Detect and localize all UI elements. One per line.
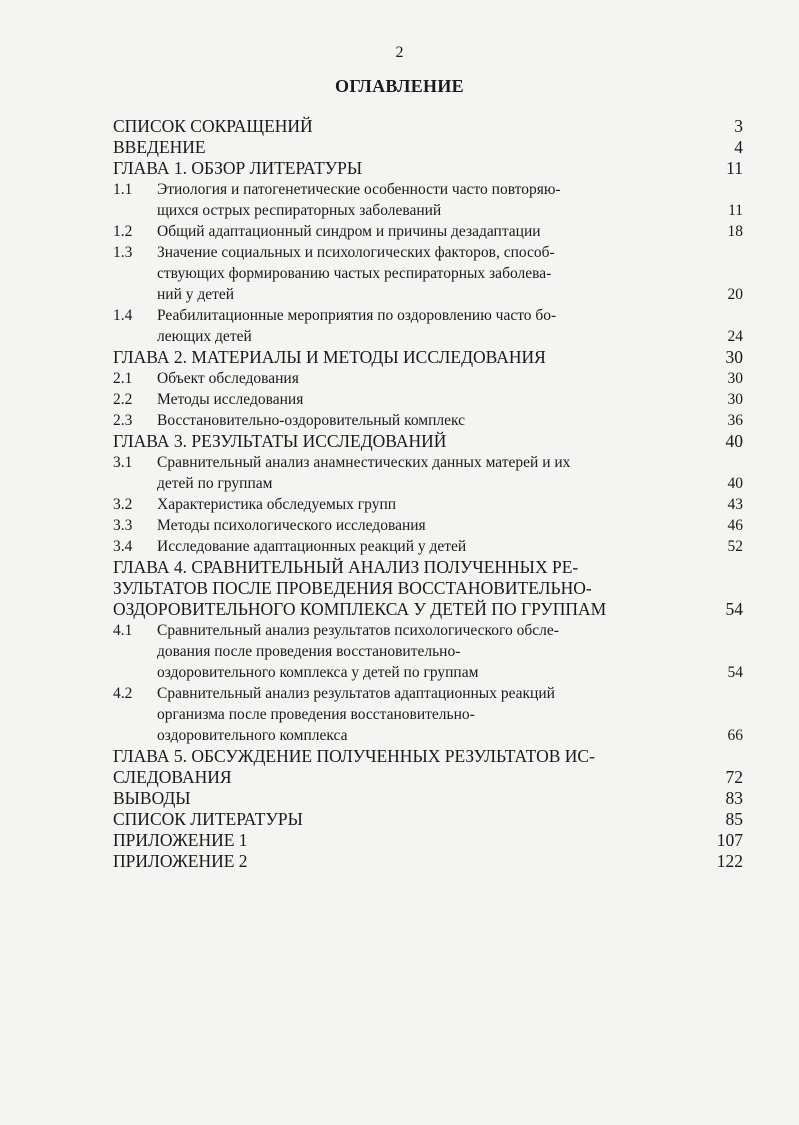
toc-subsection-entry xyxy=(113,515,743,536)
toc-chapter-entry xyxy=(113,347,743,368)
toc-entry-title: ГЛАВА 5. ОБСУЖДЕНИЕ ПОЛУЧЕННЫХ РЕЗУЛЬТАТОВ ИС- СЛЕДОВАНИЯ xyxy=(113,746,595,787)
toc-entry-title: Сравнительный анализ результатов психологического обсле- дования после проведения восстановительно- оздоровительного комплекса у детей по группам xyxy=(157,622,559,681)
toc-subsection-entry xyxy=(113,179,743,221)
toc-entry-title: Этиология и патогенетические особенности часто повторяю- щихся острых респираторных заболеваний xyxy=(157,181,561,219)
toc-entry-title: ГЛАВА 4. СРАВНИТЕЛЬНЫЙ АНАЛИЗ ПОЛУЧЕННЫХ РЕ- ЗУЛЬТАТОВ ПОСЛЕ ПРОВЕДЕНИЯ ВОССТАНОВИТЕЛЬНО- ОЗДОРОВИТЕЛЬНОГО КОМПЛЕКСА У ДЕТЕЙ ПО ГРУППАМ xyxy=(113,557,607,619)
toc-entry-title: Объект обследования xyxy=(157,370,299,387)
page-title: ОГЛАВЛЕНИЕ xyxy=(335,76,464,96)
toc-entry-number: 2.1 xyxy=(113,370,133,387)
toc-entry-title: СПИСОК СОКРАЩЕНИЙ xyxy=(113,116,313,136)
toc-entry-title: ГЛАВА 2. МАТЕРИАЛЫ И МЕТОДЫ ИССЛЕДОВАНИЯ xyxy=(113,347,546,367)
toc-entry-title: ПРИЛОЖЕНИЕ 1 xyxy=(113,830,248,850)
toc-chapter-entry xyxy=(113,851,743,872)
toc-chapter-entry xyxy=(113,557,743,620)
toc-entry-number: 1.2 xyxy=(113,223,133,240)
toc-entry-title: Методы исследования xyxy=(157,391,304,408)
toc-entry-title: ВВЕДЕНИЕ xyxy=(113,137,206,157)
toc-chapter-entry xyxy=(113,431,743,452)
toc-chapter-entry xyxy=(113,830,743,851)
toc-chapter-entry xyxy=(113,116,743,137)
toc-entry-number: 3.1 xyxy=(113,454,133,471)
toc-entry-title: ГЛАВА 3. РЕЗУЛЬТАТЫ ИССЛЕДОВАНИЙ xyxy=(113,431,447,451)
toc-subsection-entry xyxy=(113,410,743,431)
toc-subsection-entry xyxy=(113,536,743,557)
toc-entry-page: 3 xyxy=(734,116,743,136)
toc-chapter-entry xyxy=(113,137,743,158)
table-of-contents xyxy=(113,116,743,872)
toc-entry-page: 122 xyxy=(716,851,743,871)
toc-entry-page: 40 xyxy=(725,431,743,451)
toc-entry-page: 30 xyxy=(727,391,743,408)
toc-entry-page: 36 xyxy=(727,412,743,429)
toc-entry-title: Методы психологического исследования xyxy=(157,517,426,534)
toc-entry-page: 85 xyxy=(725,809,743,829)
toc-entry-title: Исследование адаптационных реакций у детей xyxy=(157,538,467,555)
toc-subsection-entry xyxy=(113,221,743,242)
toc-entry-page: 24 xyxy=(727,328,743,345)
toc-entry-title: Характеристика обследуемых групп xyxy=(157,496,397,513)
toc-chapter-entry xyxy=(113,809,743,830)
toc-entry-page: 20 xyxy=(727,286,743,303)
toc-entry-title: Сравнительный анализ анамнестических данных матерей и их детей по группам xyxy=(157,454,571,492)
toc-entry-number: 1.1 xyxy=(113,181,133,198)
toc-entry-page: 83 xyxy=(725,788,743,808)
toc-entry-page: 11 xyxy=(726,158,743,178)
toc-entry-title: ГЛАВА 1. ОБЗОР ЛИТЕРАТУРЫ xyxy=(113,158,363,178)
toc-entry-title: Восстановительно-оздоровительный комплекс xyxy=(157,412,466,429)
toc-chapter-entry xyxy=(113,158,743,179)
toc-entry-title: Значение социальных и психологических факторов, способ- ствующих формированию частых респираторных заболева- ний у детей xyxy=(157,244,555,303)
toc-entry-page: 107 xyxy=(716,830,743,850)
toc-entry-page: 66 xyxy=(727,727,743,744)
toc-entry-number: 4.1 xyxy=(113,622,133,639)
toc-entry-title: ВЫВОДЫ xyxy=(113,788,191,808)
toc-subsection-entry xyxy=(113,494,743,515)
toc-entry-number: 3.4 xyxy=(113,538,133,555)
toc-subsection-entry xyxy=(113,305,743,347)
toc-entry-page: 18 xyxy=(727,223,743,240)
toc-subsection-entry xyxy=(113,389,743,410)
toc-entry-page: 46 xyxy=(727,517,743,534)
toc-entry-number: 3.2 xyxy=(113,496,133,513)
toc-entry-number: 4.2 xyxy=(113,685,133,702)
toc-entry-title: Сравнительный анализ результатов адаптационных реакций организма после проведения восстановительно- оздоровительного комплекса xyxy=(157,685,555,744)
toc-entry-page: 30 xyxy=(725,347,743,367)
toc-subsection-entry xyxy=(113,452,743,494)
toc-subsection-entry xyxy=(113,620,743,683)
toc-subsection-entry xyxy=(113,368,743,389)
toc-entry-page: 72 xyxy=(725,767,743,787)
toc-entry-number: 1.3 xyxy=(113,244,133,261)
toc-entry-page: 40 xyxy=(727,475,743,492)
toc-entry-title: СПИСОК ЛИТЕРАТУРЫ xyxy=(113,809,303,829)
toc-entry-page: 30 xyxy=(727,370,743,387)
page-number: 2 xyxy=(395,44,404,61)
toc-entry-page: 43 xyxy=(727,496,743,513)
toc-entry-page: 11 xyxy=(728,202,743,219)
toc-subsection-entry xyxy=(113,242,743,305)
toc-entry-number: 2.2 xyxy=(113,391,133,408)
toc-entry-number: 2.3 xyxy=(113,412,133,429)
toc-entry-title: Общий адаптационный синдром и причины дезадаптации xyxy=(157,223,541,240)
toc-entry-page: 4 xyxy=(734,137,743,157)
toc-entry-title: ПРИЛОЖЕНИЕ 2 xyxy=(113,851,248,871)
toc-entry-title: Реабилитационные мероприятия по оздоровлению часто бо- леющих детей xyxy=(157,307,557,345)
toc-entry-page: 54 xyxy=(727,664,743,681)
toc-subsection-entry xyxy=(113,683,743,746)
toc-entry-page: 52 xyxy=(727,538,743,555)
toc-chapter-entry xyxy=(113,746,743,788)
toc-entry-page: 54 xyxy=(725,599,743,619)
toc-entry-number: 3.3 xyxy=(113,517,133,534)
toc-chapter-entry xyxy=(113,788,743,809)
toc-entry-number: 1.4 xyxy=(113,307,133,324)
